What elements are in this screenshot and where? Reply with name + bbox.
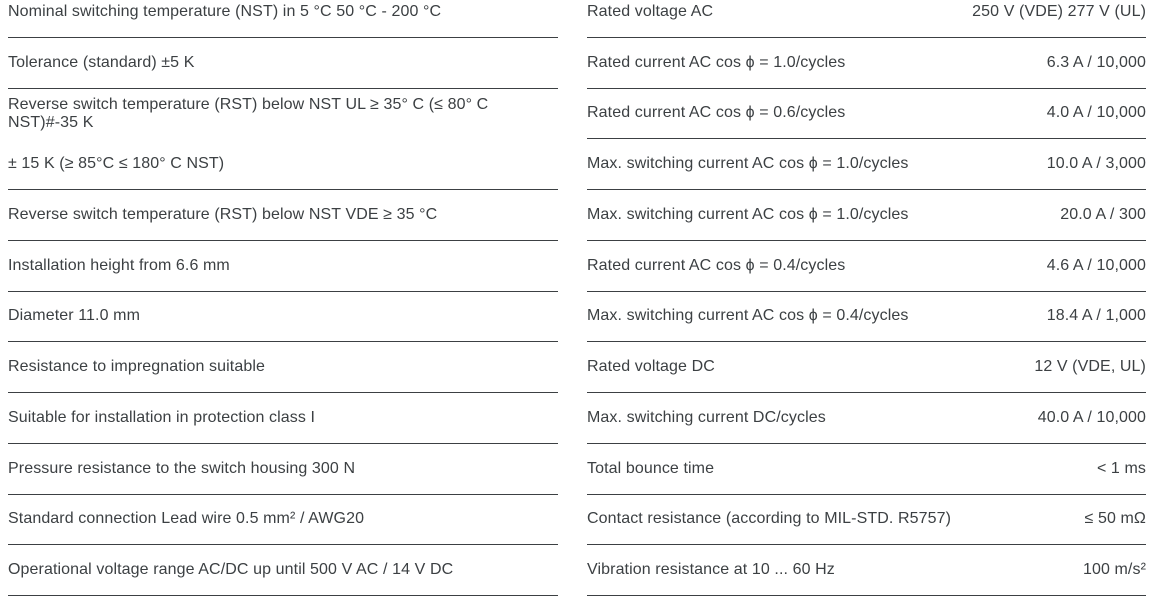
spec-text: Standard connection Lead wire 0.5 mm² / AWG20 xyxy=(8,510,365,528)
spec-label: Max. switching current AC cos ϕ = 1.0/cycles xyxy=(587,155,909,173)
spec-value: 12 V (VDE, UL) xyxy=(1034,358,1146,376)
spec-row xyxy=(8,0,558,38)
spec-row xyxy=(587,241,1146,292)
spec-label: Rated current AC cos ϕ = 1.0/cycles xyxy=(587,53,846,71)
spec-row xyxy=(8,38,558,89)
spec-text: Pressure resistance to the switch housing 300 N xyxy=(8,459,356,477)
spec-text: Tolerance (standard) ±5 K xyxy=(8,53,195,71)
spec-text: Installation height from 6.6 mm xyxy=(8,256,230,274)
spec-label: Rated current AC cos ϕ = 0.6/cycles xyxy=(587,104,846,122)
spec-value: 6.3 A / 10,000 xyxy=(1046,53,1146,71)
spec-row xyxy=(8,89,558,191)
spec-label: Total bounce time xyxy=(587,459,715,477)
spec-value: ≤ 50 mΩ xyxy=(1084,510,1146,528)
spec-row xyxy=(587,139,1146,190)
spec-value: 4.6 A / 10,000 xyxy=(1046,256,1146,274)
spec-row xyxy=(8,190,558,241)
spec-row xyxy=(587,444,1146,495)
spec-row xyxy=(8,545,558,596)
spec-label: Max. switching current AC cos ϕ = 1.0/cycles xyxy=(587,205,909,223)
spec-label: Max. switching current AC cos ϕ = 0.4/cycles xyxy=(587,307,909,325)
spec-row xyxy=(587,393,1146,444)
spec-text: Suitable for installation in protection class I xyxy=(8,408,316,426)
spec-row xyxy=(587,0,1146,38)
spec-row xyxy=(587,38,1146,89)
spec-row xyxy=(8,495,558,546)
spec-row xyxy=(8,241,558,292)
spec-row xyxy=(587,342,1146,393)
spec-label: Max. switching current DC/cycles xyxy=(587,408,826,426)
spec-row xyxy=(8,342,558,393)
spec-text: ± 15 K (≥ 85°C ≤ 180° C NST) xyxy=(8,154,225,172)
spec-row xyxy=(8,444,558,495)
spec-text: Diameter 11.0 mm xyxy=(8,307,141,325)
spec-value: 10.0 A / 3,000 xyxy=(1046,155,1146,173)
spec-label: Contact resistance (according to MIL-STD. R5757) xyxy=(587,510,952,528)
spec-column-left xyxy=(8,0,558,596)
spec-value: 100 m/s² xyxy=(1082,561,1146,579)
spec-label: Vibration resistance at 10 ... 60 Hz xyxy=(587,561,835,579)
spec-label: Rated voltage DC xyxy=(587,358,715,376)
spec-row xyxy=(587,545,1146,596)
spec-value: 4.0 A / 10,000 xyxy=(1046,104,1146,122)
spec-row xyxy=(8,393,558,444)
spec-value: < 1 ms xyxy=(1096,459,1146,477)
spec-value: 20.0 A / 300 xyxy=(1060,205,1146,223)
spec-text: Operational voltage range AC/DC up until 500 V AC / 14 V DC xyxy=(8,561,454,579)
spec-value: 40.0 A / 10,000 xyxy=(1037,408,1146,426)
spec-row xyxy=(587,292,1146,343)
spec-row xyxy=(587,89,1146,140)
spec-text: Reverse switch temperature (RST) below NST VDE ≥ 35 °C xyxy=(8,205,438,223)
spec-value: 250 V (VDE) 277 V (UL) xyxy=(972,2,1146,20)
spec-text: Nominal switching temperature (NST) in 5 °C 50 °C - 200 °C xyxy=(8,2,442,20)
spec-column-right xyxy=(587,0,1146,596)
spec-value: 18.4 A / 1,000 xyxy=(1046,307,1146,325)
spec-text: Reverse switch temperature (RST) below NST UL ≥ 35° C (≤ 80° C NST)#-35 K xyxy=(8,95,489,131)
spec-row xyxy=(8,292,558,343)
spec-label: Rated current AC cos ϕ = 0.4/cycles xyxy=(587,256,846,274)
spec-row xyxy=(587,495,1146,546)
spec-text: Resistance to impregnation suitable xyxy=(8,358,265,376)
spec-row xyxy=(587,190,1146,241)
spec-label: Rated voltage AC xyxy=(587,2,714,20)
